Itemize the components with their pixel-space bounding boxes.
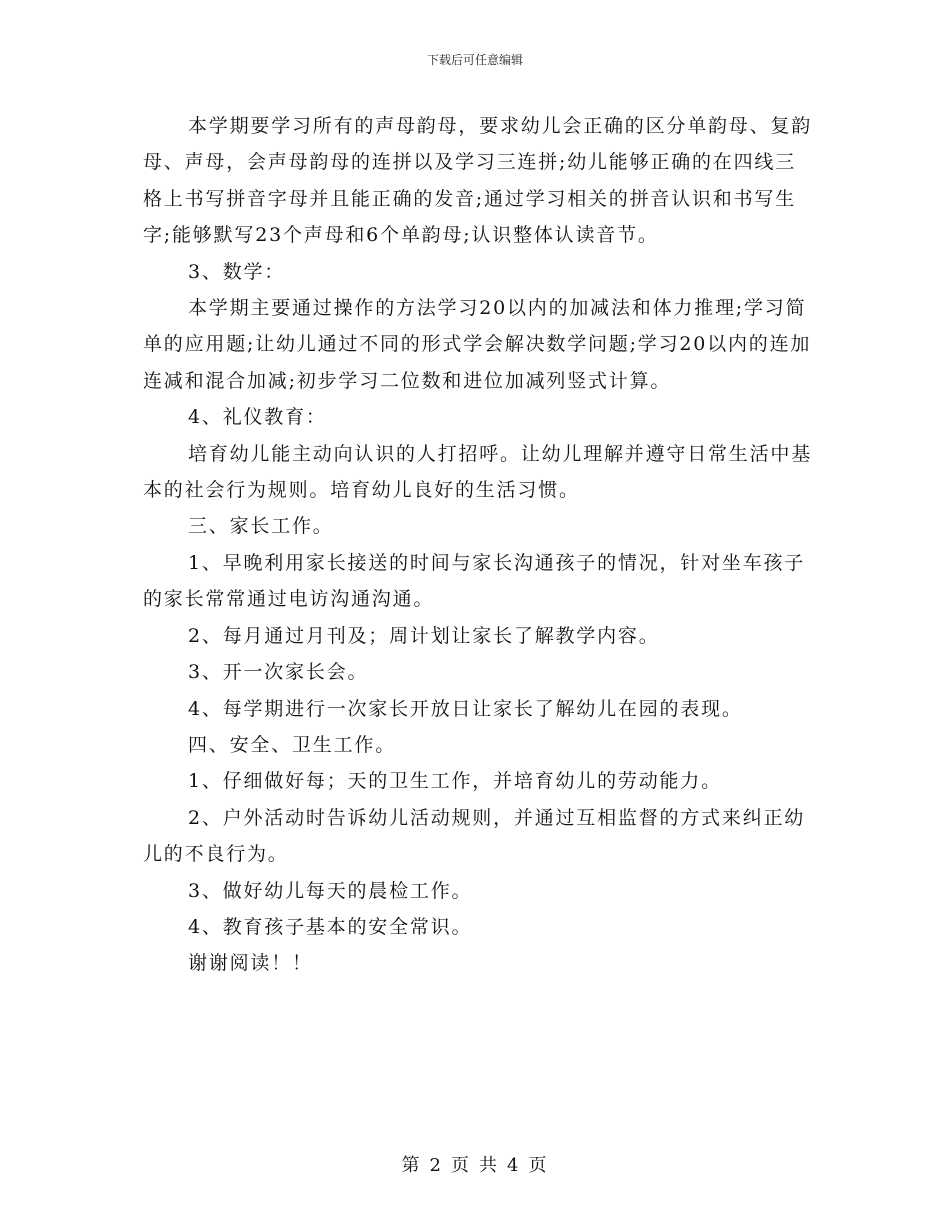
- heading-safety-hygiene: 四、安全、卫生工作。: [188, 733, 397, 756]
- footer-ye: 页: [451, 1155, 471, 1176]
- paragraph-safety-1: 1、仔细做好每；天的卫生工作，并培育幼儿的劳动能力。: [188, 770, 722, 793]
- paragraph-parent-2: 2、每月通过月刊及；周计划让家长了解教学内容。: [188, 624, 660, 647]
- footer-ye-2: 页: [528, 1155, 549, 1176]
- page-footer: [0, 1154, 950, 1178]
- footer-gong: 共: [479, 1155, 499, 1176]
- page-header-note: 下载后可任意编辑: [426, 53, 523, 67]
- paragraph-safety-4: 4、教育孩子基本的安全常识。: [188, 915, 473, 938]
- heading-etiquette: 4、礼仪教育：: [188, 406, 327, 429]
- paragraph-parent-3: 3、开一次家长会。: [188, 661, 369, 684]
- heading-math: 3、数学：: [188, 260, 286, 283]
- paragraph-parent-4: 4、每学期进行一次家长开放日让家长了解幼儿在园的表现。: [188, 697, 743, 720]
- heading-parent-work: 三、家长工作。: [188, 515, 334, 538]
- footer-page-number: 2: [429, 1155, 443, 1176]
- paragraph-safety-2: 2、户外活动时告诉幼儿活动规则，并通过互相监督的方式来纠正幼儿的不良行为。: [143, 806, 806, 866]
- closing-thanks: 谢谢阅读！！: [188, 952, 313, 975]
- footer-total-pages: 4: [507, 1155, 521, 1176]
- paragraph-parent-1: 1、早晚利用家长接送的时间与家长沟通孩子的情况，针对坐车孩子的家长常常通过电访沟通沟通。: [143, 551, 806, 611]
- paragraph-safety-3: 3、做好幼儿每天的晨检工作。: [188, 879, 473, 902]
- paragraph-etiquette: 培育幼儿能主动向认识的人打招呼。让幼儿理解并遵守日常生活中基本的社会行为规则。培育幼儿良好的生活习惯。: [143, 442, 813, 502]
- paragraph-math: 本学期主要通过操作的方法学习20以内的加减法和体力推理;学习简单的应用题;让幼儿通过不同的形式学会解决数学问题;学习20以内的连加连减和混合加减;初步学习二位数和进位加减列竖式计算。: [143, 297, 812, 392]
- paragraph-pinyin: 本学期要学习所有的声母韵母，要求幼儿会正确的区分单韵母、复韵母、声母，会声母韵母的连拼以及学习三连拼;幼儿能够正确的在四线三格上书写拼音字母并且能正确的发音;通过学习相关的拼音认识和书写生字;能够默写23个声母和6个单韵母;认识整体认读音节。: [143, 115, 813, 247]
- footer-di: 第: [401, 1155, 422, 1176]
- document-body: [143, 108, 813, 982]
